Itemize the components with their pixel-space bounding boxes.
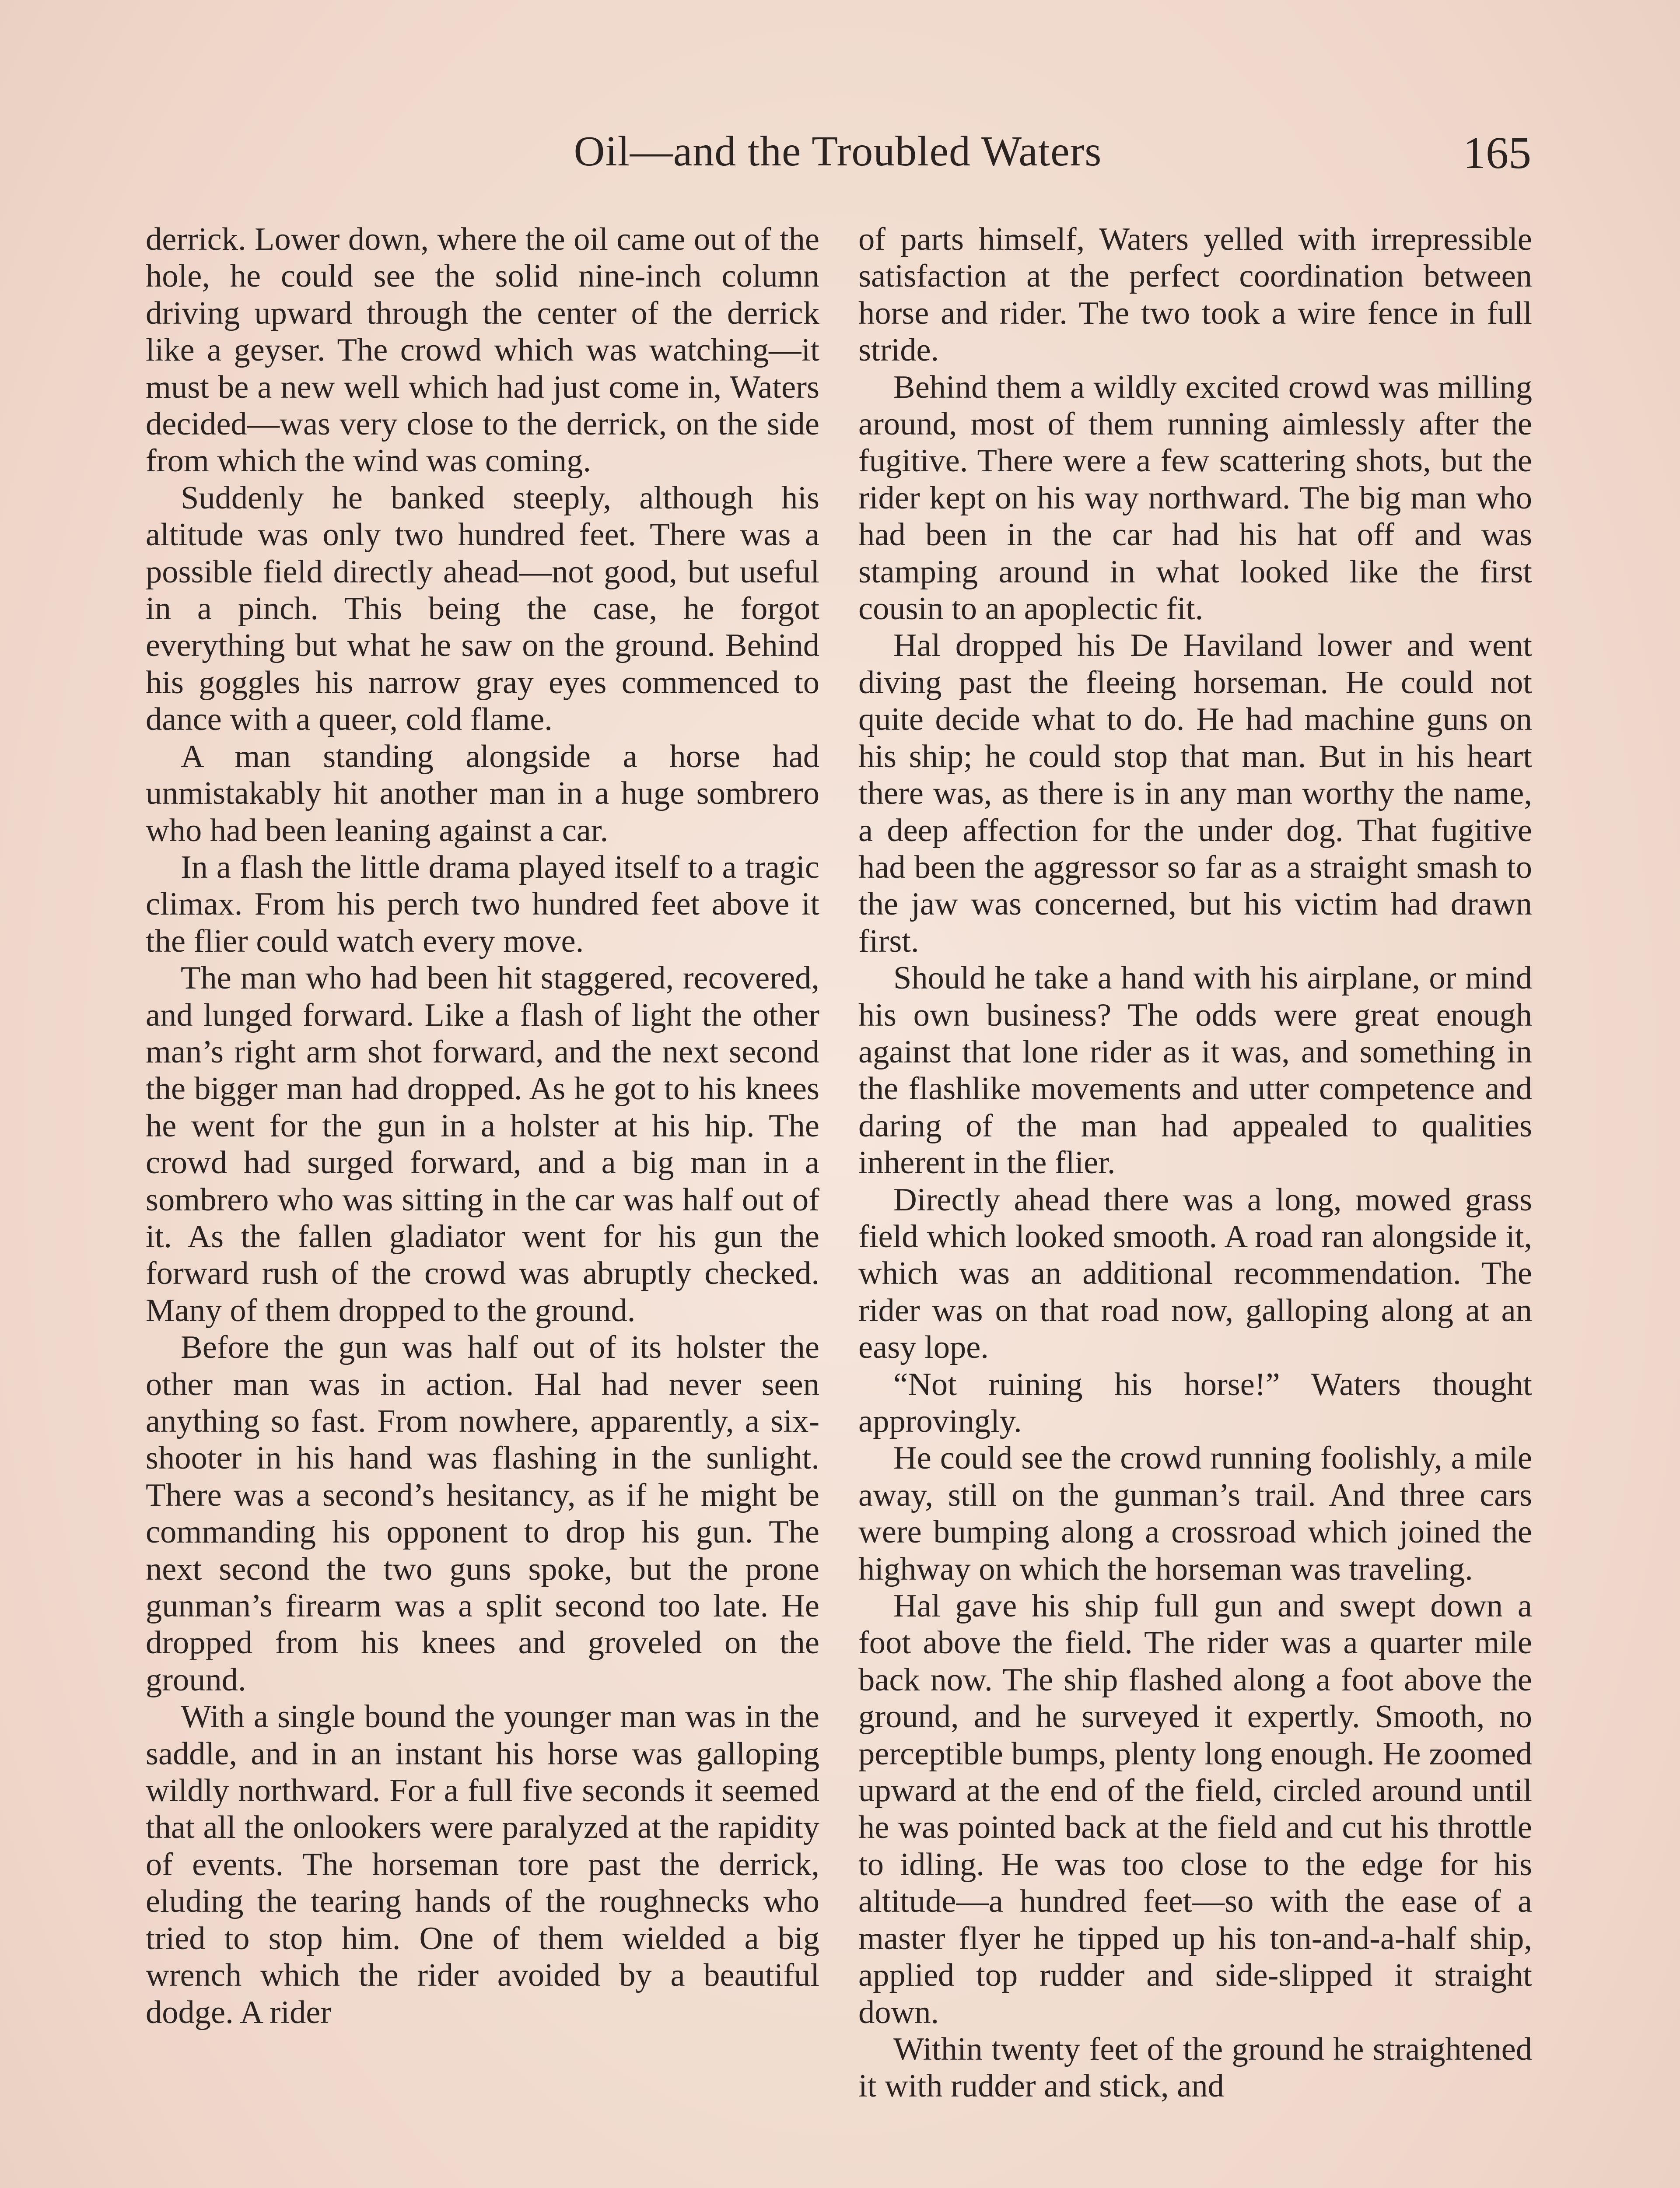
- running-title: Oil—and the Troubled Waters: [574, 128, 1102, 175]
- paragraph: A man standing alongside a horse had unmistakably hit another man in a huge sombrero who had been leaning against a car.: [146, 738, 819, 849]
- page-header: [144, 127, 1531, 193]
- paragraph: of parts himself, Waters yelled with irrepressible satisfaction at the perfect coordination between horse and rider. The two took a wire fence in full stride.: [858, 221, 1532, 368]
- paragraph: In a flash the little drama played itself to a tragic climax. From his perch two hundred feet above it the flier could watch every move.: [146, 849, 819, 959]
- text-column-left: [146, 221, 819, 2188]
- paragraph: Hal dropped his De Haviland lower and went diving past the fleeing horseman. He could not quite decide what to do. He had machine guns on his ship; he could stop that man. But in his heart there was, as there is in any man worthy the name, a deep affection for the under dog. That fugitive had been the aggressor so far as a straight smash to the jaw was concerned, but his victim had drawn first.: [858, 628, 1532, 959]
- paragraph: The man who had been hit staggered, recovered, and lunged forward. Like a flash of light the other man’s right arm shot forward, and the next second the bigger man had dropped. As he got to his knees he went for the gun in a holster at his hip. The crowd had surged forward, and a big man in a sombrero who was sitting in the car was half out of it. As the fallen gladiator went for his gun the forward rush of the crowd was abruptly checked. Many of them dropped to the ground.: [146, 960, 819, 1329]
- paragraph: Before the gun was half out of its holster the other man was in action. Hal had never seen anything so fast. From nowhere, apparently, a six-shooter in his hand was flashing in the sunlight. There was a second’s hesitancy, as if he might be commanding his opponent to drop his gun. The next second the two guns spoke, but the prone gunman’s firearm was a split second too late. He dropped from his knees and groveled on the ground.: [146, 1329, 819, 1698]
- paragraph: Directly ahead there was a long, mowed grass field which looked smooth. A road ran alongside it, which was an additional recommendation. The rider was on that road now, galloping along at an easy lope.: [858, 1182, 1532, 1366]
- paragraph: Within twenty feet of the ground he straightened it with rudder and stick, and: [858, 2031, 1532, 2104]
- paragraph: derrick. Lower down, where the oil came out of the hole, he could see the solid nine-inch column driving upward through the center of the derrick like a geyser. The crowd which was watching—it must be a new well which had just come in, Waters decided—was very close to the derrick, on the side from which the wind was coming.: [146, 221, 819, 479]
- paragraph: Suddenly he banked steeply, although his altitude was only two hundred feet. There was a possible field directly ahead—not good, but useful in a pinch. This being the case, he forgot everything but what he saw on the ground. Behind his goggles his narrow gray eyes commenced to dance with a queer, cold flame.: [146, 480, 819, 738]
- paragraph: Hal gave his ship full gun and swept down a foot above the field. The rider was a quarter mile back now. The ship flashed along a foot above the ground, and he surveyed it expertly. Smooth, no perceptible bumps, plenty long enough. He zoomed upward at the end of the field, circled around until he was pointed back at the field and cut his throttle to idling. He was too close to the edge for his altitude—a hundred feet—so with the ease of a master flyer he tipped up his ton-and-a-half ship, applied top rudder and side-slipped it straight down.: [858, 1588, 1532, 2030]
- paragraph: With a single bound the younger man was in the saddle, and in an instant his horse was galloping wildly northward. For a full five seconds it seemed that all the onlookers were paralyzed at the rapidity of events. The horseman tore past the derrick, eluding the tearing hands of the roughnecks who tried to stop him. One of them wielded a big wrench which the rider avoided by a beautiful dodge. A rider: [146, 1699, 819, 2030]
- page-number: 165: [1463, 128, 1531, 178]
- paragraph: Should he take a hand with his airplane, or mind his own business? The odds were great enough against that lone rider as it was, and something in the flashlike movements and utter competence and daring of the man had appealed to qualities inherent in the flier.: [858, 960, 1532, 1181]
- paragraph: Behind them a wildly excited crowd was milling around, most of them running aimlessly after the fugitive. There were a few scattering shots, but the rider kept on his way northward. The big man who had been in the car had his hat off and was stamping around in what looked like the first cousin to an apoplectic fit.: [858, 369, 1532, 627]
- paragraph: He could see the crowd running foolishly, a mile away, still on the gunman’s trail. And three cars were bumping along a crossroad which joined the highway on which the horseman was traveling.: [858, 1440, 1532, 1587]
- text-column-right: [858, 221, 1532, 2188]
- paragraph: “Not ruining his horse!” Waters thought approvingly.: [858, 1366, 1532, 1439]
